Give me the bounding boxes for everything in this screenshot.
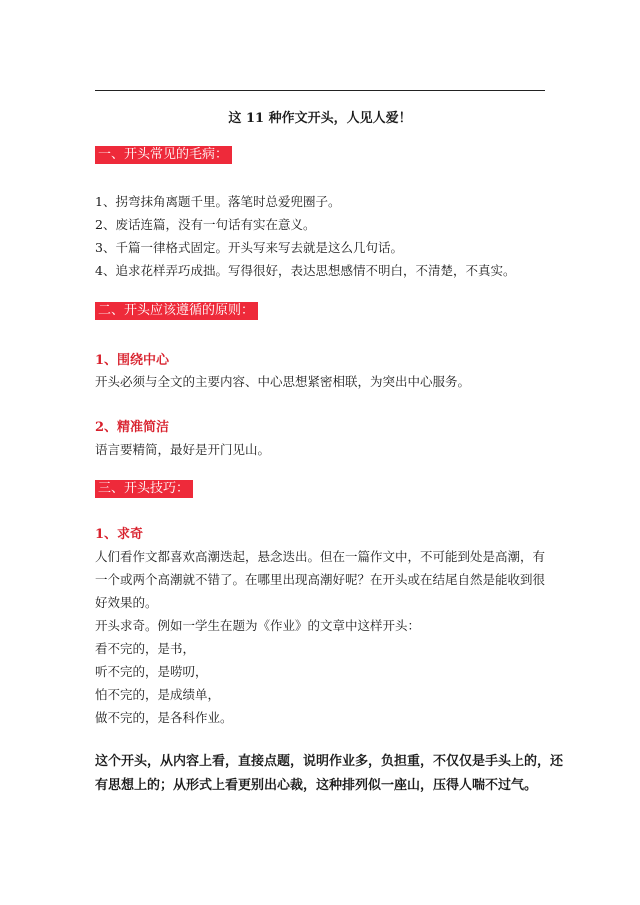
list-item: 1、拐弯抹角离题千里。落笔时总爱兜圈子。 — [95, 194, 341, 209]
paragraph-line: 开头求奇。例如一学生在题为《作业》的文章中这样开头： — [95, 618, 421, 633]
list-item: 2、废话连篇，没有一句话有实在意义。 — [95, 217, 316, 232]
paragraph-line: 人们看作文都喜欢高潮迭起，悬念迭出。但在一篇作文中，不可能到处是高潮，有 — [95, 549, 546, 564]
list-item: 4、追求花样弄巧成拙。写得很好，表达思想感情不明白，不清楚，不真实。 — [95, 263, 516, 278]
subheading-center: 1、围绕中心 — [95, 353, 170, 368]
poem-line: 听不完的，是唠叨， — [95, 664, 208, 679]
paragraph-line: 好效果的。 — [95, 595, 158, 610]
summary-line: 有思想上的；从形式上看更别出心裁，这种排列似一座山，压得人喘不过气。 — [95, 778, 538, 793]
poem-line: 怕不完的，是成绩单， — [95, 687, 221, 702]
subheading-concise: 2、精准简洁 — [95, 420, 170, 435]
poem-line: 做不完的，是各科作业。 — [95, 710, 233, 725]
page-title: 这 11 种作文开头，人见人爱！ — [228, 111, 412, 126]
subheading-novelty: 1、求奇 — [95, 527, 144, 542]
paragraph: 语言要精简，最好是开门见山。 — [95, 442, 271, 457]
list-item: 3、千篇一律格式固定。开头写来写去就是这么几句话。 — [95, 240, 403, 255]
section-heading-2: 二、开头应该遵循的原则： — [95, 302, 258, 320]
section-heading-1: 一、开头常见的毛病： — [95, 146, 232, 164]
top-rule — [95, 90, 545, 91]
paragraph: 开头必须与全文的主要内容、中心思想紧密相联，为突出中心服务。 — [95, 374, 471, 389]
section-heading-3: 三、开头技巧： — [95, 480, 193, 498]
summary-line: 这个开头，从内容上看，直接点题，说明作业多，负担重，不仅仅是手头上的，还 — [95, 754, 564, 769]
poem-line: 看不完的，是书， — [95, 641, 196, 656]
paragraph-line: 一个或两个高潮就不错了。在哪里出现高潮好呢？在开头或在结尾自然是能收到很 — [95, 572, 546, 587]
